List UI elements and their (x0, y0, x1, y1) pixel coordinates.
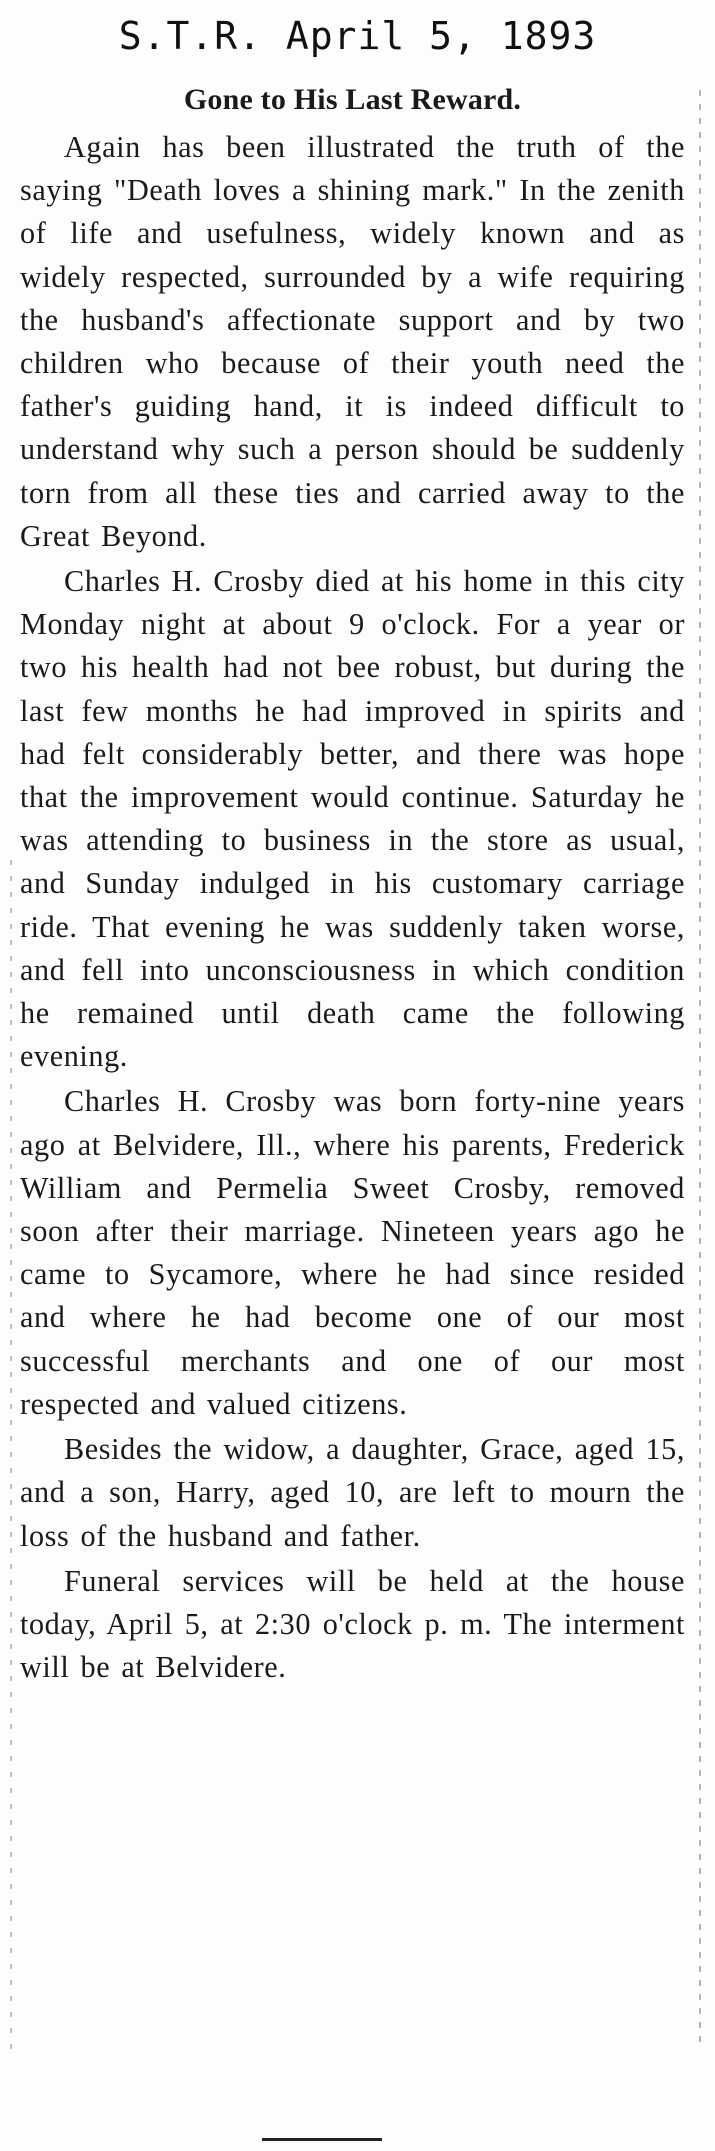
article-paragraph: Again has been illustrated the truth of the saying "Death loves a shining mark." In the zenith of life and usefulness, widely known and as widely respected, surrounded by a wife requiring the husband's affectionate support and by two children who because of their youth need the father's guiding hand, it is indeed difficult to understand why such a person should be suddenly torn from all these ties and carried away to the Great Beyond. (20, 130, 685, 553)
article-paragraph: Charles H. Crosby died at his home in this city Monday night at about 9 o'clock. For a year or two his health had not bee robust, but during the last few months he had improved in spirits and had felt considerably better, and there was hope that the improvement would continue. Saturday he was attending to business in the store as usual, and Sunday indulged in his customary carriage ride. That evening he was suddenly taken worse, and fell into unconsciousness in which condition he remained until death came the following evening. (20, 564, 685, 1074)
clipping-source-date: S.T.R. April 5, 1893 (118, 14, 597, 58)
article-paragraph: Charles H. Crosby was born forty-nine years ago at Belvidere, Ill., where his parents, Frederick William and Permelia Sweet Crosby, removed soon after their marriage. Nineteen years ago he came to Sycamore, where he had since resided and where he had become one of our most successful merchants and one of our most respected and valued citizens. (20, 1084, 685, 1421)
left-column-rule (10, 860, 12, 2060)
article-headline: Gone to His Last Reward. (183, 83, 522, 116)
article-paragraph: Funeral services will be held at the house today, April 5, at 2:30 o'clock p. m. The interment will be at Belvidere. (20, 1563, 685, 1685)
article-paragraph: Besides the widow, a daughter, Grace, aged 15, and a son, Harry, aged 10, are left to mourn the loss of the husband and father. (20, 1432, 685, 1553)
right-column-rule (699, 90, 701, 2050)
end-of-article-rule (262, 2138, 382, 2141)
obituary-article (20, 80, 685, 1691)
